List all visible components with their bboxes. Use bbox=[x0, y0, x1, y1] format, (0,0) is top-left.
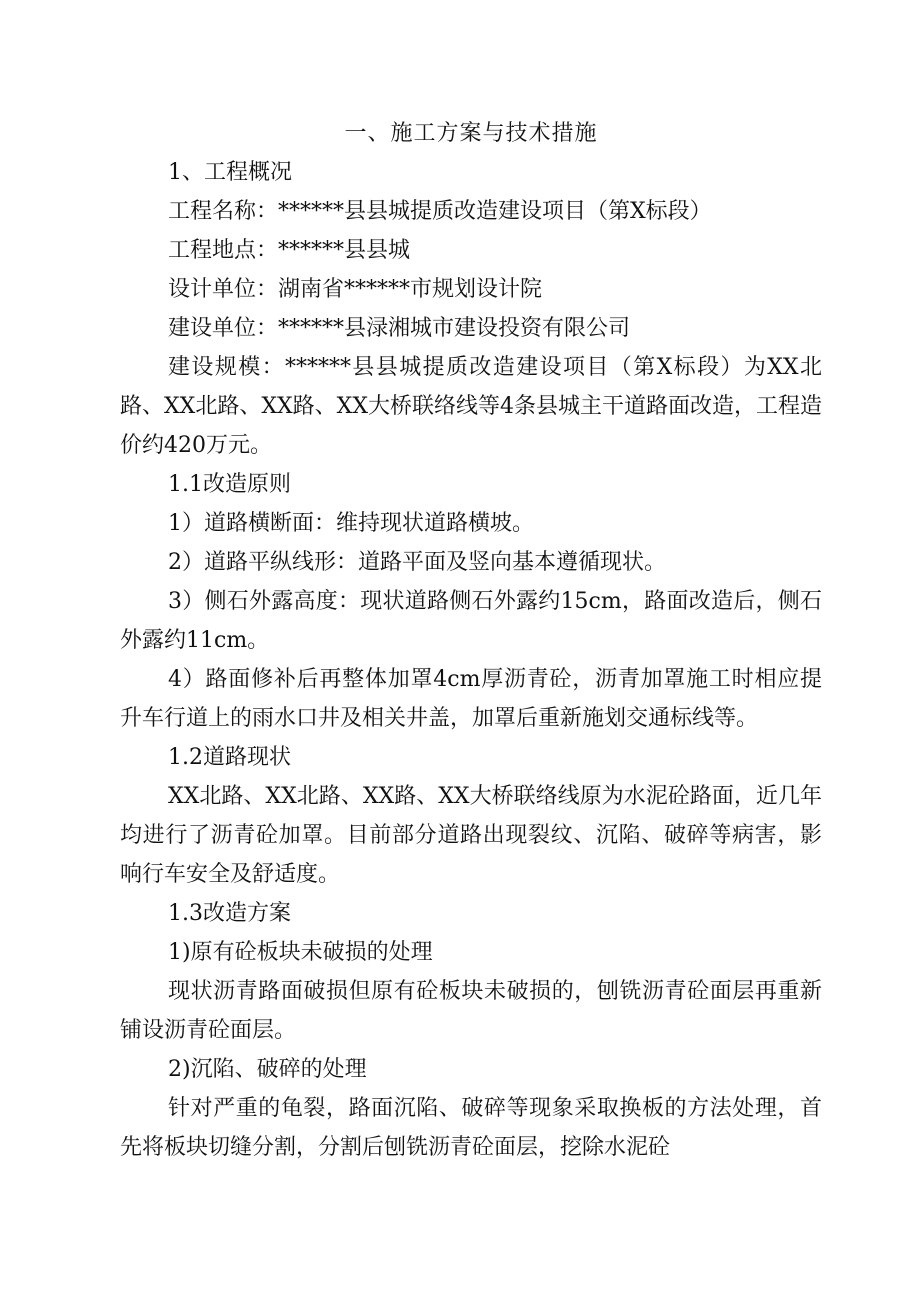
design-unit: 设计单位：湖南省******市规划设计院 bbox=[168, 277, 543, 302]
plan-intact-slab-text: 现状沥青路面破损但原有砼板块未破损的，刨铣沥青砼面层再重新铺设沥青砼面层。 bbox=[120, 979, 822, 1043]
construction-scale: 建设规模：******县县城提质改造建设项目（第X标段）为XX北路、XX北路、XX路、XX大桥联络线等4条县城主干道路面改造，工程造价约420万元。 bbox=[120, 355, 822, 458]
plan-subsidence-text: 针对严重的龟裂，路面沉陷、破碎等现象采取换板的方法处理，首先将板块切缝分割，分割后刨铣沥青砼面层，挖除水泥砼 bbox=[120, 1096, 822, 1160]
heading-renovation-plan: 1.3改造方案 bbox=[168, 901, 291, 926]
section-title: 一、施工方案与技术措施 bbox=[344, 121, 598, 146]
plan-item-intact-slab: 1)原有砼板块未破损的处理 bbox=[168, 940, 433, 965]
heading-road-status: 1.2道路现状 bbox=[168, 745, 291, 770]
document-page bbox=[120, 114, 822, 1167]
project-name: 工程名称：******县县城提质改造建设项目（第X标段） bbox=[168, 199, 712, 224]
principle-cross-section: 1）道路横断面：维持现状道路横坡。 bbox=[168, 511, 534, 536]
principle-overlay: 4）路面修补后再整体加罩4cm厚沥青砼，沥青加罩施工时相应提升车行道上的雨水口井及相关井盖，加罩后重新施划交通标线等。 bbox=[120, 667, 822, 731]
road-status-text: XX北路、XX北路、XX路、XX大桥联络线原为水泥砼路面，近几年均进行了沥青砼加罩。目前部分道路出现裂纹、沉陷、破碎等病害，影响行车安全及舒适度。 bbox=[120, 784, 822, 887]
principle-curb-height: 3）侧石外露高度：现状道路侧石外露约15cm，路面改造后，侧石外露约11cm。 bbox=[120, 589, 822, 653]
project-location: 工程地点：******县县城 bbox=[168, 238, 411, 263]
heading-project-overview: 1、工程概况 bbox=[168, 160, 292, 185]
construction-unit: 建设单位：******县渌湘城市建设投资有限公司 bbox=[168, 316, 631, 341]
heading-renovation-principles: 1.1改造原则 bbox=[168, 472, 291, 497]
principle-alignment: 2）道路平纵线形：道路平面及竖向基本遵循现状。 bbox=[168, 550, 666, 575]
plan-item-subsidence: 2)沉陷、破碎的处理 bbox=[168, 1057, 367, 1082]
